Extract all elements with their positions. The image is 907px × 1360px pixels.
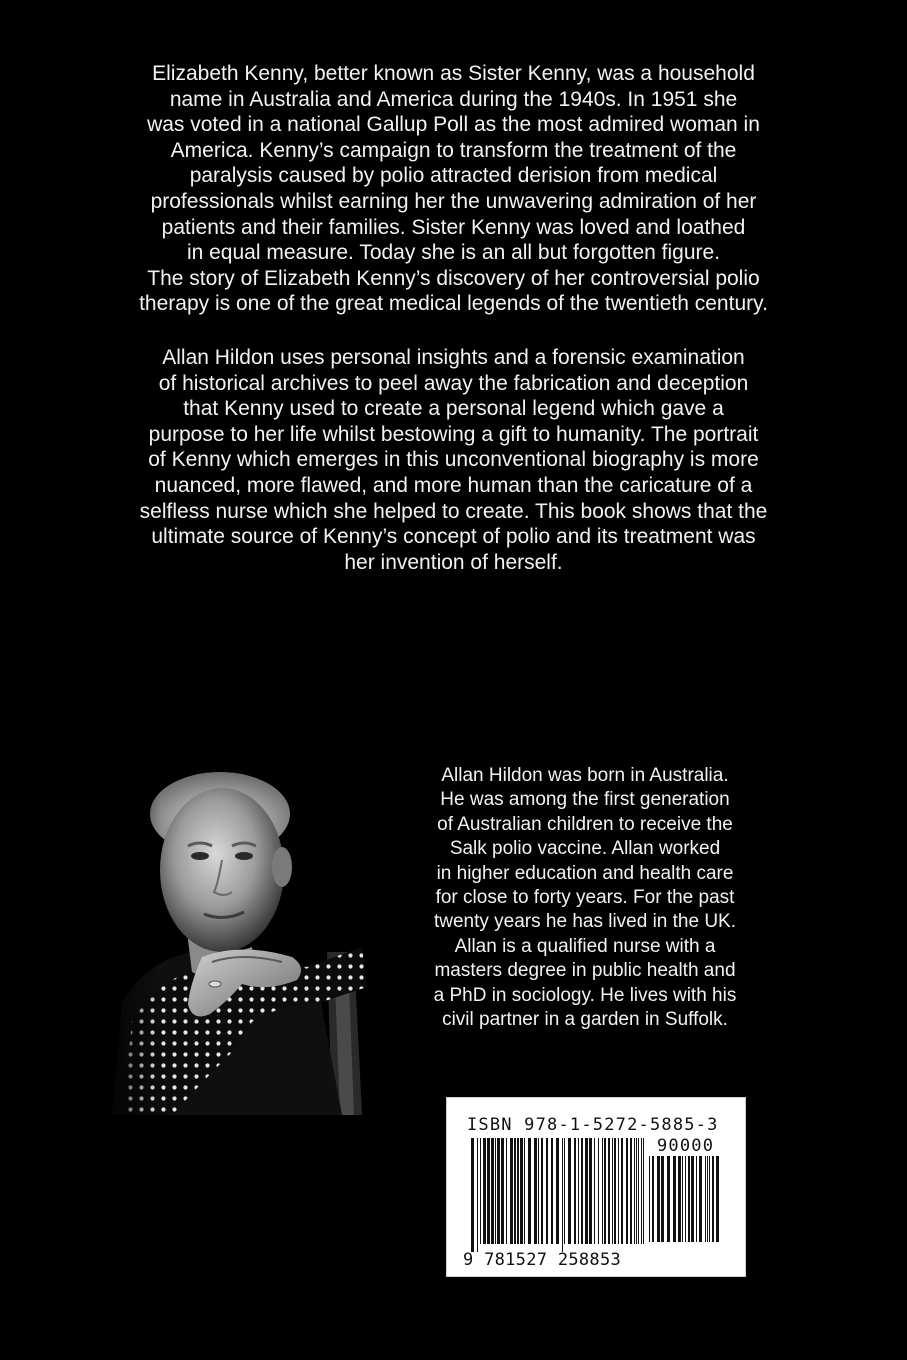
bio-line: twenty years he has lived in the UK. (433, 911, 737, 933)
bio-line: in higher education and health care (436, 862, 734, 884)
blurb-line: her invention of herself. (344, 550, 563, 574)
ean-digits-label: 9 781527 258853 (463, 1250, 622, 1270)
barcode-bar (480, 1138, 481, 1244)
barcode-bar (705, 1156, 706, 1242)
barcode-bar (614, 1138, 616, 1244)
bio-line: Allan is a qualified nurse with a (454, 935, 716, 957)
bio-line: of Australian children to receive the (437, 813, 733, 835)
barcode-bar (641, 1138, 642, 1244)
blurb-line: America. Kenny’s campaign to transform the treatment of the (170, 138, 737, 162)
barcode-bar (716, 1156, 719, 1242)
blurb-line: selfless nurse which she helped to create. This book shows that the (139, 499, 768, 523)
barcode-bar (696, 1156, 697, 1242)
barcode-bar (634, 1138, 635, 1244)
barcode-bar (491, 1138, 494, 1244)
barcode-bar (517, 1138, 519, 1244)
blurb-line: therapy is one of the great medical legends of the twentieth century. (139, 292, 768, 316)
barcode-bar (699, 1156, 702, 1242)
barcode-bar (626, 1138, 628, 1244)
bio-line: civil partner in a garden in Suffolk. (442, 1009, 728, 1031)
barcode-bar (608, 1138, 610, 1244)
barcode-bar (688, 1156, 690, 1242)
barcode-bar (524, 1138, 525, 1244)
barcode-bar (709, 1156, 710, 1242)
barcode-bar (528, 1138, 531, 1244)
author-bio (376, 764, 794, 1032)
barcode-bar (495, 1138, 496, 1244)
bio-line: Salk polio vaccine. Allan worked (449, 838, 721, 860)
barcode-bar (585, 1138, 588, 1244)
barcode-bar (604, 1138, 606, 1244)
barcode-bar (510, 1138, 513, 1244)
barcode-bar (564, 1138, 565, 1244)
barcode-bar (594, 1138, 595, 1244)
barcode-bar (638, 1138, 639, 1244)
barcode-bar (520, 1138, 523, 1244)
barcode-bar (497, 1138, 500, 1244)
blurb-line: of historical archives to peel away the fabrication and deception (158, 371, 749, 395)
barcode-bar (682, 1156, 683, 1242)
blurb-line: in equal measure. Today she is an all but forgotten figure. (186, 241, 721, 265)
barcode-bar (649, 1156, 650, 1242)
barcode-bar (574, 1138, 576, 1244)
bio-line: Allan Hildon was born in Australia. (441, 765, 729, 786)
barcode-bar (667, 1156, 670, 1242)
barcode-bar (556, 1138, 559, 1244)
blurb-line: was voted in a national Gallup Poll as the most admired woman in (147, 113, 760, 137)
blurb-line: name in Australia and America during the 1940s. In 1951 she (169, 87, 738, 111)
blurb-line: Elizabeth Kenny, better known as Sister Kenny, was a household (152, 62, 755, 85)
barcode-bar (487, 1138, 490, 1244)
author-portrait-photo (92, 752, 368, 1115)
barcode-bar (589, 1138, 592, 1244)
barcode-bar (630, 1138, 632, 1244)
isbn-label: ISBN 978-1-5272-5885-3 (467, 1115, 719, 1135)
barcode-bar (657, 1156, 660, 1242)
barcode-bar (707, 1156, 708, 1242)
barcode-bar (534, 1138, 537, 1244)
bio-line: a PhD in sociology. He lives with his (433, 984, 737, 1006)
blurb-line: professionals whilst earning her the unwavering admiration of her (150, 189, 757, 213)
blurb-paragraph-1 (60, 61, 847, 317)
blurb-paragraph-2 (60, 345, 847, 575)
barcode-bar (598, 1138, 599, 1244)
barcode-bar (678, 1156, 681, 1242)
barcode-bar (551, 1138, 553, 1244)
blurb-line: nuanced, more flawed, and more human than the caricature of a (154, 473, 753, 497)
barcode-bar (541, 1138, 543, 1244)
barcode-bar (562, 1138, 563, 1252)
barcode-bar (581, 1138, 583, 1244)
barcode-bar (712, 1156, 714, 1242)
supplement-barcode-icon (649, 1156, 719, 1242)
price-code-label: 90000 (657, 1136, 715, 1156)
barcode-bar (538, 1138, 539, 1244)
isbn-barcode-box (446, 1097, 746, 1277)
barcode-bar (612, 1138, 613, 1244)
blurb-line: purpose to her life whilst bestowing a gift to humanity. The portrait (148, 422, 759, 446)
barcode-bar (546, 1138, 548, 1244)
barcode-bar (691, 1156, 694, 1242)
barcode-bar (618, 1138, 619, 1244)
barcode-bar (501, 1138, 504, 1244)
blurb-line: that Kenny used to create a personal legend which gave a (183, 397, 724, 421)
barcode-bar (685, 1156, 686, 1242)
barcode-bar (602, 1138, 603, 1244)
blurb-line: ultimate source of Kenny’s concept of polio and its treatment was (151, 525, 756, 549)
blurb-line: of Kenny which emerges in this unconventional biography is more (148, 448, 759, 472)
blurb-line: patients and their families. Sister Kenny was loved and loathed (161, 215, 746, 239)
bio-line: for close to forty years. For the past (435, 887, 735, 909)
barcode-bar (471, 1138, 474, 1252)
author-portrait-icon (92, 752, 368, 1115)
blurb-line: paralysis caused by polio attracted derision from medical (189, 164, 718, 188)
barcode-bar (514, 1138, 516, 1244)
barcode-bar (621, 1138, 623, 1244)
ean-barcode-icon (471, 1138, 649, 1254)
barcode-bar (643, 1138, 644, 1244)
barcode-bar (483, 1138, 486, 1244)
blurb-line: The story of Elizabeth Kenny’s discovery of her controversial polio (147, 266, 760, 290)
barcode-bar (652, 1156, 654, 1242)
barcode-bar (673, 1156, 676, 1242)
barcode-bar (661, 1156, 664, 1242)
barcode-bar (568, 1138, 571, 1244)
blurb-line: Allan Hildon uses personal insights and a forensic examination (162, 346, 745, 369)
bio-line: masters degree in public health and (434, 960, 736, 982)
barcode-bar (506, 1138, 507, 1244)
barcode-bar (578, 1138, 579, 1244)
bio-line: He was among the first generation (440, 789, 730, 811)
barcode-bar (636, 1138, 637, 1244)
barcode-bar (477, 1138, 478, 1252)
